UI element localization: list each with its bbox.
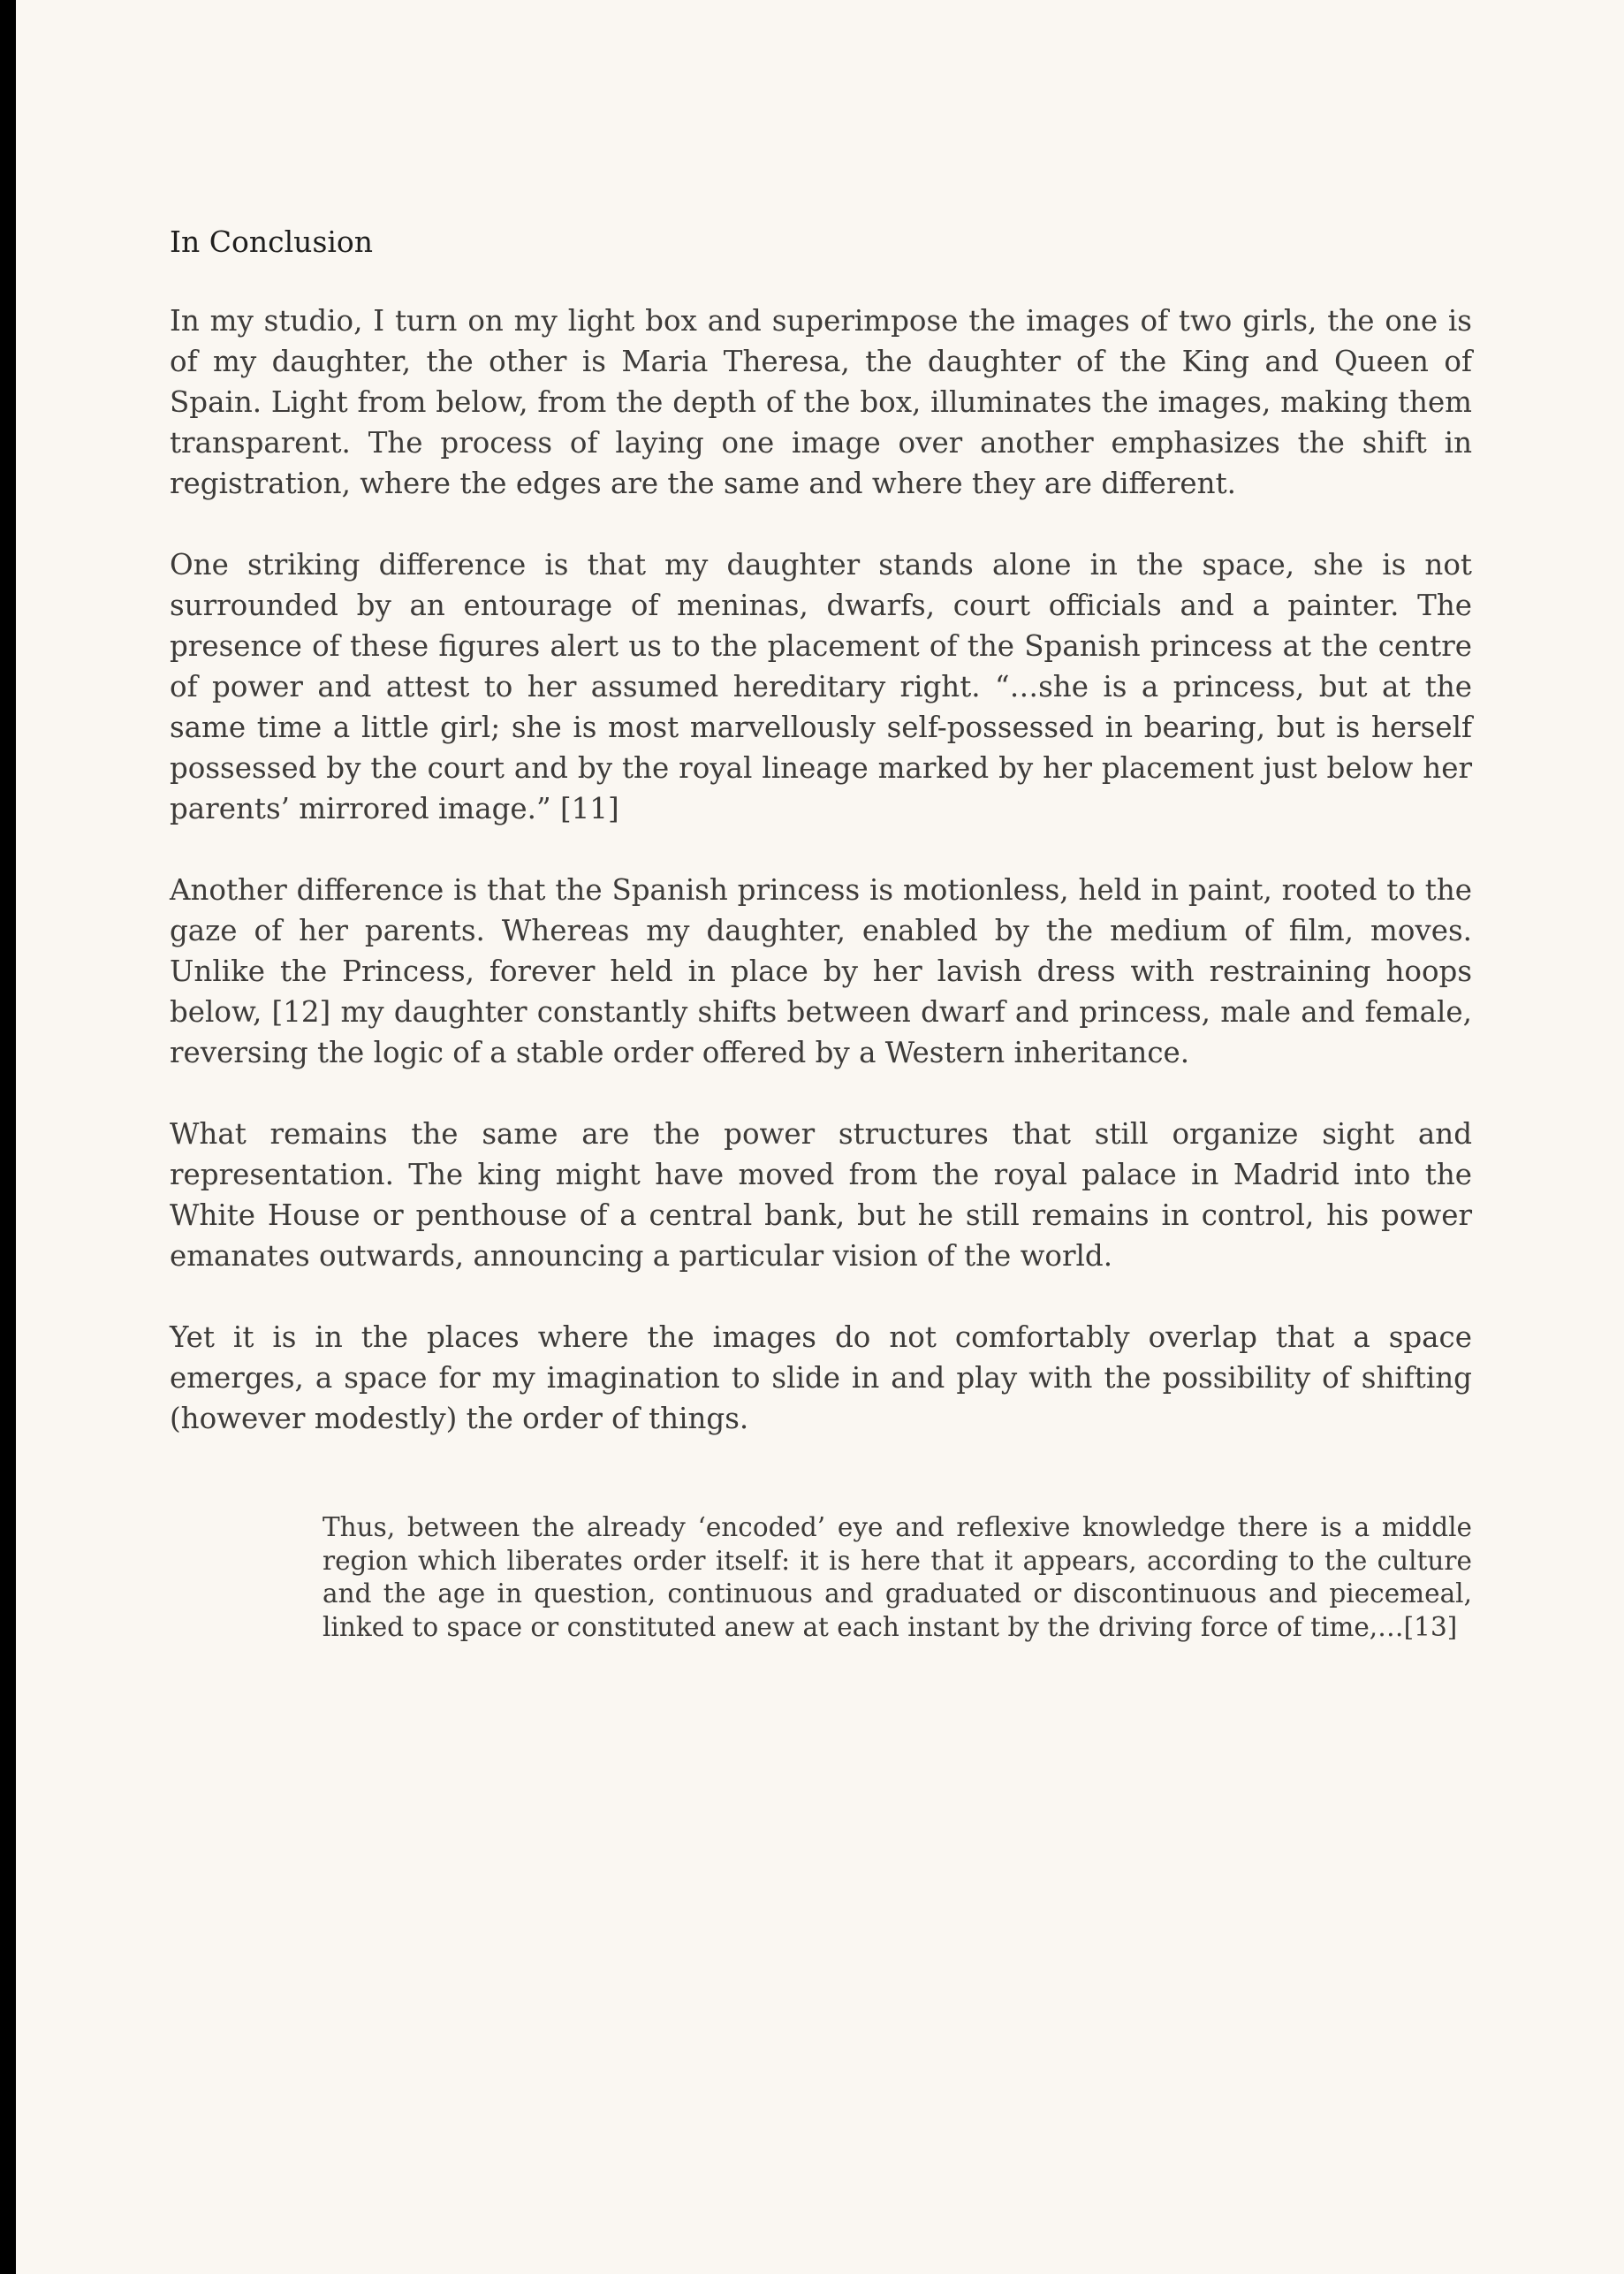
paragraph-light-box: In my studio, I turn on my light box and superimpose the images of two girls, the one is of my daughter, the other is Maria Theresa, the daughter of the King and Queen of Spain. Light from below, from the depth of the box, illuminates the images, making them transparent. The process of laying one image over another emphasizes the shift in registration, where the edges are the same and where they are different. (170, 304, 1472, 500)
paragraph-another-difference: Another difference is that the Spanish princess is motionless, held in paint, rooted to the gaze of her parents. Whereas my daughter, enabled by the medium of film, moves. Unlike the Princess, forever held in place by her lavish dress with restraining hoops below, [12] my daughter constantly shifts between dwarf and princess, male and female, reversing the logic of a stable order offered by a Western inheritance. (170, 873, 1472, 1069)
section-heading: In Conclusion (170, 224, 374, 259)
block-quote: Thus, between the already ‘encoded’ eye and reflexive knowledge there is a middle region which liberates order itself: it is here that it appears, according to the culture and the age in question, continuous and graduated or discontinuous and piecemeal, linked to space or constituted anew at each instant by the driving force of time,…[13] (323, 1512, 1472, 1642)
page-edge-bar (0, 0, 16, 2274)
paragraph-overlap-space: Yet it is in the places where the images do not comfortably overlap that a space emerges, a space for my imagination to slide in and play with the possibility of shifting (however modestly) the order of things. (170, 1320, 1472, 1435)
paragraph-striking-difference: One striking difference is that my daughter stands alone in the space, she is not surrounded by an entourage of meninas, dwarfs, court officials and a painter. The presence of these figures alert us to the placement of the Spanish princess at the centre of power and attest to her assumed hereditary right. “…she is a princess, but at the same time a little girl; she is most marvellously self-possessed in bearing, but is herself possessed by the court and by the royal lineage marked by her placement just below her parents’ mirrored image.” [11] (170, 548, 1472, 825)
document-body (170, 221, 1472, 1644)
paragraph-power-structures: What remains the same are the power structures that still organize sight and representation. The king might have moved from the royal palace in Madrid into the White House or penthouse of a central bank, but he still remains in control, his power emanates outwards, announcing a particular vision of the world. (170, 1117, 1472, 1273)
